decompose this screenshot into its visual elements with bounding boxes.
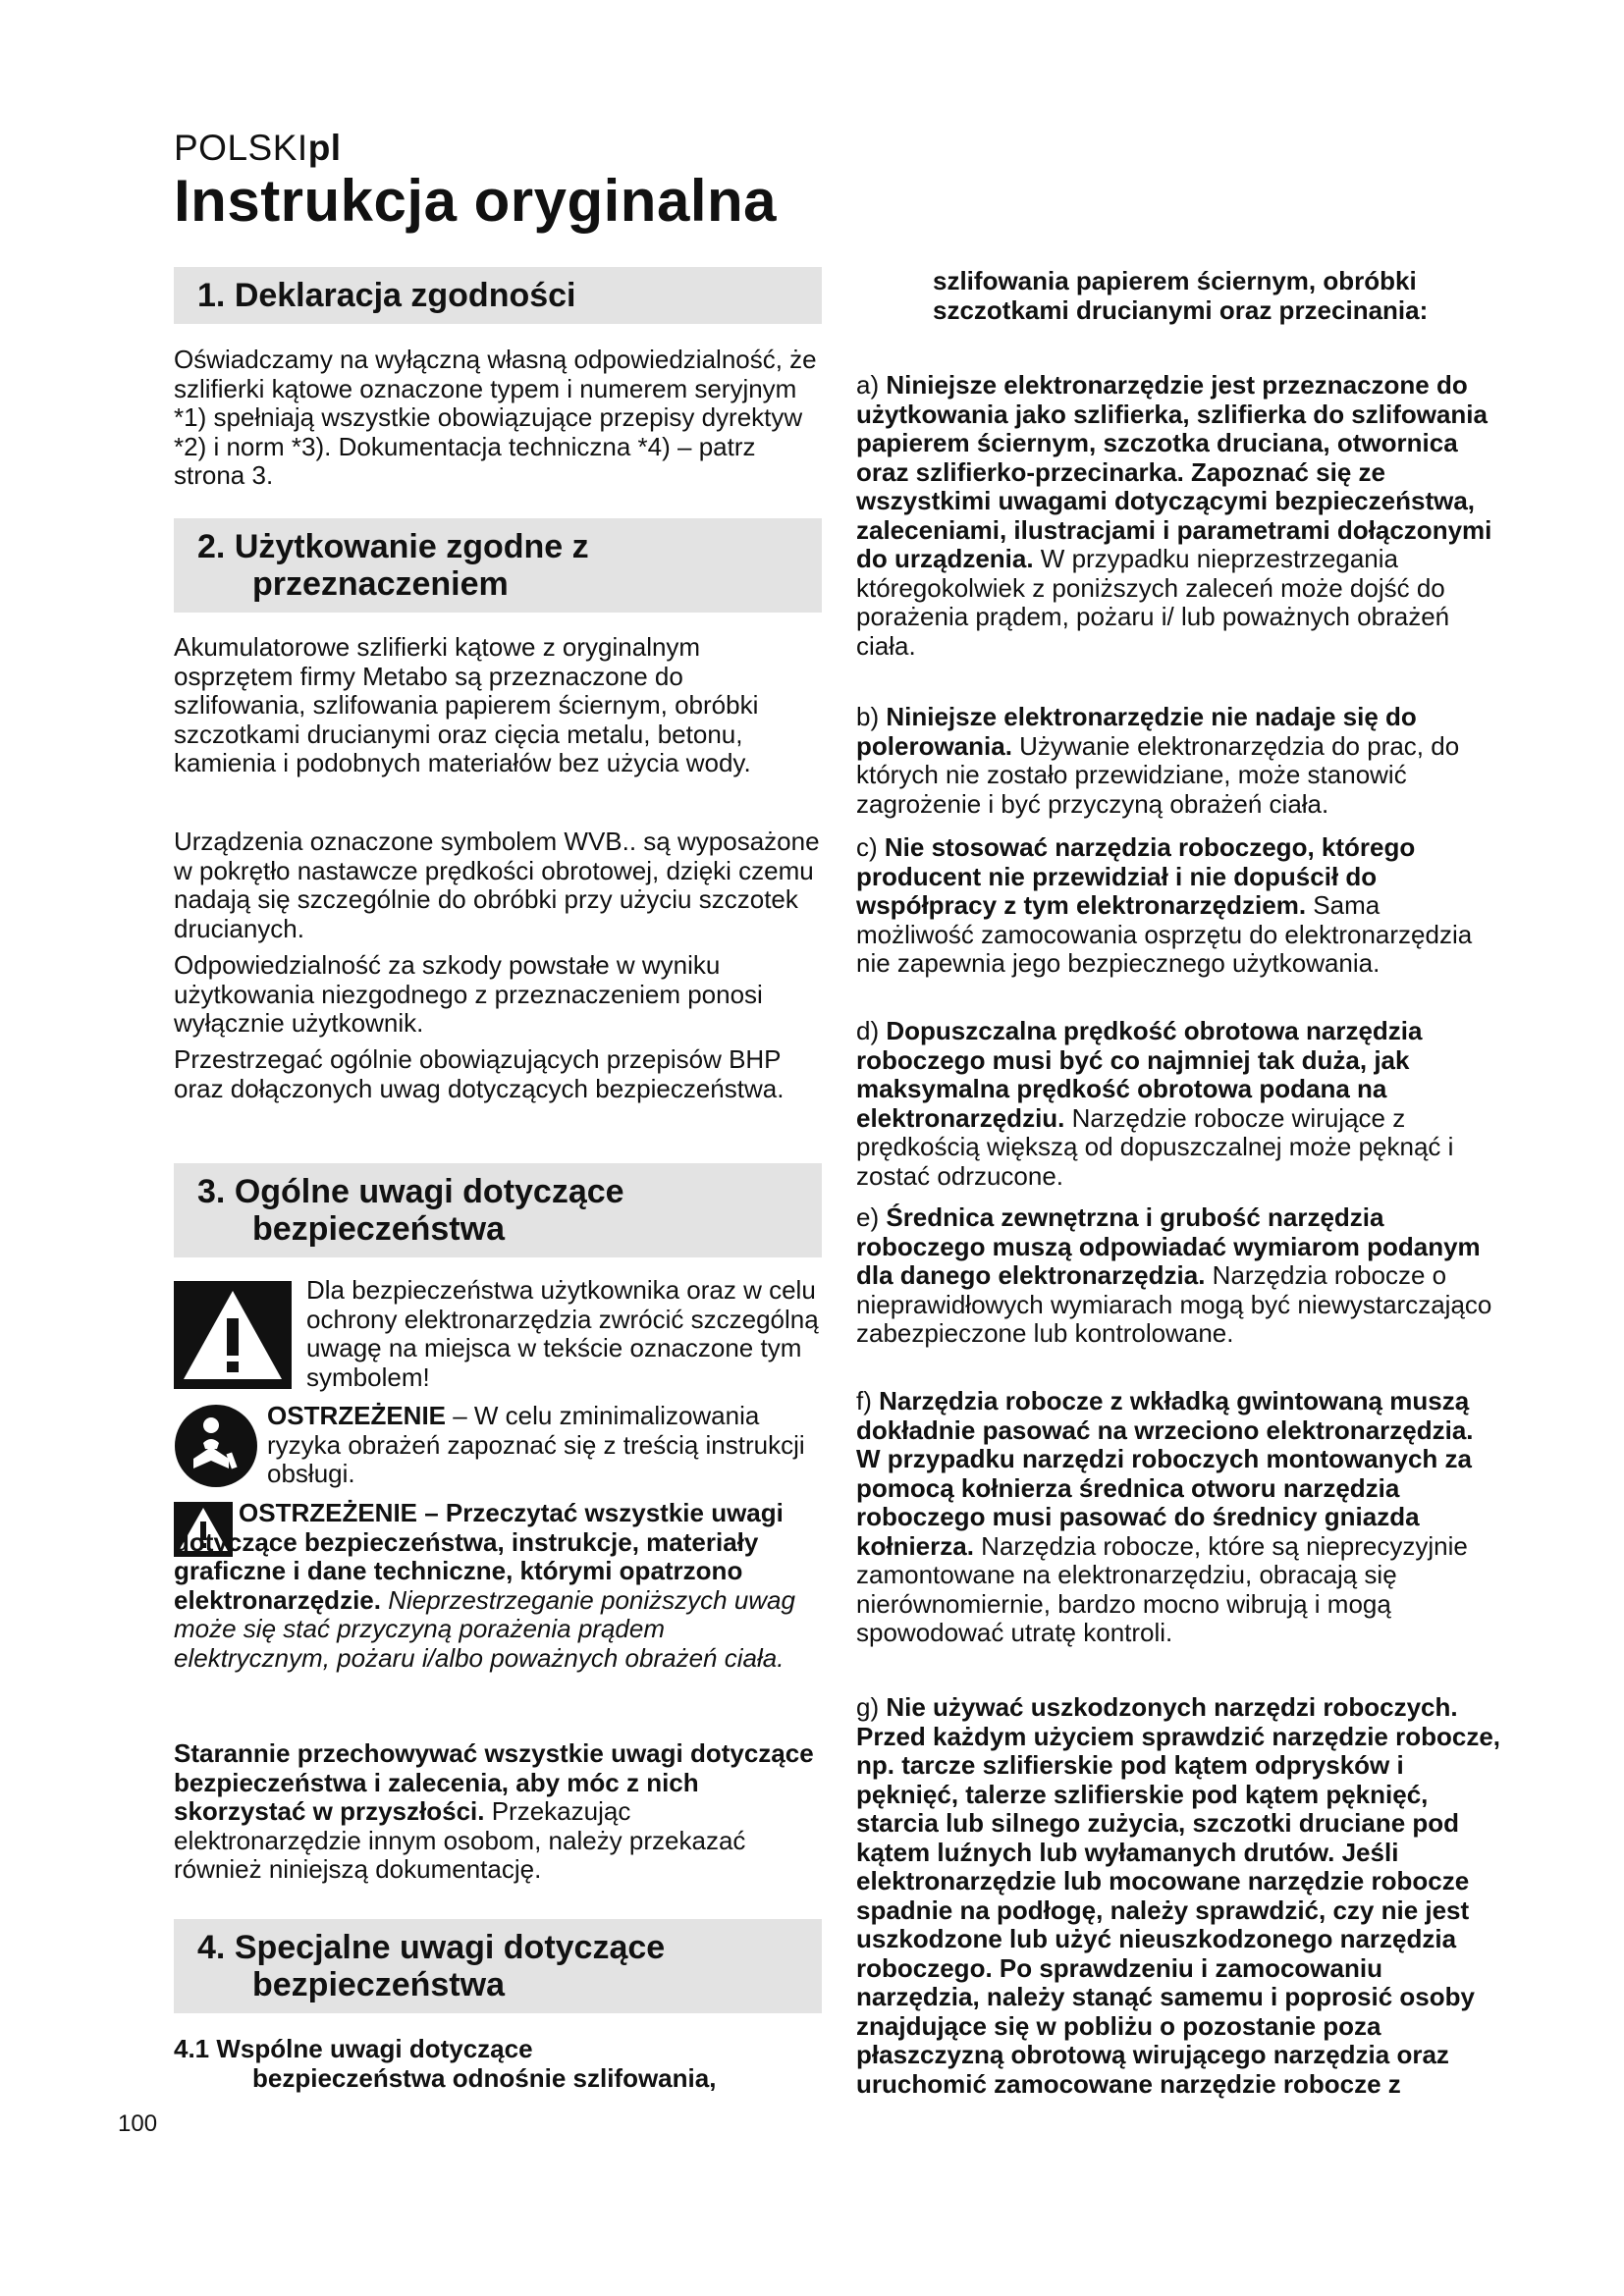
section-title-line1: Użytkowanie zgodne z	[234, 528, 589, 565]
section-4-header	[174, 1919, 822, 2013]
item-d	[856, 1017, 1504, 1191]
intended-use-p2: Urządzenia oznaczone symbolem WVB.. są wyposażone w pokrętło nastawcze prędkości obrotowej, dzięki czemu nadają się szczególnie do obróbki przy użyciu szczotek drucianych.	[174, 827, 820, 943]
item-bold: Nie używać uszkodzonych narzędzi roboczych. Przed każdym użyciem sprawdzić narzędzie robocze, np. tarcze szlifierskie pod kątem odprysków i pęknięć, talerze szlifierskie pod kątem pęknięć, starcia lub silnego zużycia, szczotki druciane pod kątem luźnych lub wyłamanych drutów. Jeśli elektronarzędzie lub mocowane narzędzie robocze spadnie na podłogę, należy sprawdzić, czy nie jest uszkodzone lub użyć nieuszkodzonego narzędzia roboczego. Po sprawdzeniu i zamocowaniu narzędzia, należy stanąć samemu i poprosić osoby znajdujące się w pobliżu o pozostanie poza płaszczyzną obrotową wirującego narzędzia oraz uruchomić zamocowane narzędzie robocze z	[856, 1692, 1501, 2099]
subsection-title-line2: bezpieczeństwa odnośnie szlifowania,	[252, 2062, 717, 2093]
item-text: Narzędzia robocze, które są nieprecyzyjnie zamontowane na elektronarzędziu, obracają się nierównomiernie, bardzo mocno wibrują i mogą spowodować utratę kontroli.	[856, 1530, 1468, 1647]
item-a	[856, 371, 1504, 661]
section-1-header	[174, 267, 822, 324]
section-number: 1.	[197, 277, 226, 314]
keep-instructions-bold: Starannie przechowywać wszystkie uwagi dotyczące bezpieczeństwa i zalecenia, aby móc z nich skorzystać w przyszłości.	[174, 1738, 814, 1826]
symbol-explanation: Dla bezpieczeństwa użytkownika oraz w celu ochrony elektronarzędzia zwrócić szczególną uwagę na miejsca w tekście oznaczone tym symbolem!	[306, 1275, 819, 1392]
section-title-line2: bezpieczeństwa	[252, 1210, 505, 1248]
section-number: 3.	[197, 1173, 226, 1210]
intended-use-p4: Przestrzegać ogólnie obowiązujących przepisów BHP oraz dołączonych uwag dotyczących bezpieczeństwa.	[174, 1044, 785, 1103]
continued-line1: szlifowania papierem ściernym, obróbki	[933, 266, 1417, 295]
item-text: Sama możliwość zamocowania osprzętu do elektronarzędzia nie zapewnia jego bezpiecznego użytkowania.	[856, 890, 1473, 978]
read-all-warning-italic: Nieprzestrzeganie poniższych uwag może się stać przyczyną porażenia prądem elektrycznym, pożaru i/albo poważnych obrażeń ciała.	[174, 1584, 795, 1673]
intended-use-p3: Odpowiedzialność za szkody powstałe w wyniku użytkowania niezgodnego z przeznaczeniem ponosi wyłącznie użytkownik.	[174, 950, 763, 1038]
section-2-header	[174, 518, 822, 613]
section-number: 4.	[197, 1929, 226, 1966]
item-e	[856, 1203, 1504, 1349]
subsection-4-1-heading	[174, 2035, 822, 2093]
item-label: e)	[856, 1202, 880, 1232]
warning-triangle-icon	[174, 1281, 292, 1389]
keep-instructions-text: Przekazując elektronarzędzie innym osobom, należy przekazać również niniejszą dokumentację.	[174, 1796, 746, 1884]
section-3-header	[174, 1163, 822, 1257]
page-title: Instrukcja oryginalna	[174, 168, 778, 234]
section-title-line2: przeznaczeniem	[252, 565, 509, 603]
warning-text: – W celu zminimalizowania ryzyka obrażeń zapoznać się z treścią instrukcji obsługi.	[267, 1401, 805, 1488]
page-number: 100	[118, 2110, 158, 2137]
item-text: Używanie elektronarzędzia do prac, do których nie zostało przewidziane, może stanowić zagrożenie i być przyczyną obrażeń ciała.	[856, 730, 1460, 819]
keep-instructions	[174, 1739, 822, 1885]
section-title: Deklaracja zgodności	[234, 277, 576, 314]
item-bold: Średnica zewnętrzna i grubość narzędzia roboczego muszą odpowiadać wymiarom podanym dla danego elektronarzędzia.	[856, 1202, 1481, 1290]
read-all-warning	[174, 1499, 822, 1673]
item-text: Narzędzie robocze wirujące z prędkością większą od dopuszczalnej może pęknąć i zostać odrzucone.	[856, 1102, 1454, 1191]
item-bold: Nie stosować narzędzia roboczego, którego producent nie przewidział i nie dopuścił do współpracy z tym elektronarzędziem.	[856, 832, 1416, 920]
intended-use-p1: Akumulatorowe szlifierki kątowe z oryginalnym osprzętem firmy Metabo są przeznaczone do szlifowania, szlifowania papierem ściernym, obróbki szczotkami drucianymi oraz cięcia metalu, betonu, kamienia i podobnych materiałów bez użycia wody.	[174, 632, 759, 777]
item-label: d)	[856, 1016, 880, 1045]
item-f	[856, 1387, 1504, 1648]
item-label: c)	[856, 832, 878, 862]
subsection-4-1-continued	[933, 267, 1512, 325]
item-bold: Narzędzia robocze z wkładką gwintowaną muszą dokładnie pasować na wrzeciono elektronarzędzia. W przypadku narzędzi roboczych montowanych za pomocą kołnierza średnica otworu narzędzia roboczego musi pasować do średnicy gniazda kołnierza.	[856, 1386, 1474, 1561]
language-label	[174, 128, 342, 169]
item-label: b)	[856, 702, 880, 731]
item-bold: Dopuszczalna prędkość obrotowa narzędzia roboczego musi być co najmniej tak duża, jak maksymalna prędkość obrotowa podana na elektronarzędziu.	[856, 1016, 1423, 1133]
section-title-line1: Specjalne uwagi dotyczące	[234, 1929, 666, 1966]
read-all-warning-bold: OSTRZEŻENIE – Przeczytać wszystkie uwagi dotyczące bezpieczeństwa, instrukcje, materiały graficzne i dane techniczne, którymi opatrzono elektronarzędzie.	[174, 1498, 784, 1615]
subsection-number: 4.1	[174, 2034, 210, 2063]
section-title-line2: bezpieczeństwa	[252, 1966, 505, 2003]
warning-label: OSTRZEŻENIE	[267, 1401, 447, 1430]
item-g	[856, 1693, 1504, 2099]
item-label: a)	[856, 370, 880, 400]
item-b	[856, 703, 1504, 819]
language-upper: POLSKI	[174, 128, 308, 168]
item-bold: Niniejsze elektronarzędzie jest przeznaczone do użytkowania jako szlifierka, szlifierka do szlifowania papierem ściernym, szczotka druciana, otwornica oraz szlifierko-przecinarka. Zapoznać się ze wszystkimi uwagami dotyczącymi bezpieczeństwa, zaleceniami, ilustracjami i parametrami dołączonymi do urządzenia.	[856, 370, 1492, 573]
item-text: Narzędzia robocze o nieprawidłowych wymiarach mogą być niewystarczająco zabezpieczone lub kontrolowane.	[856, 1260, 1492, 1348]
read-manual-icon	[174, 1404, 258, 1488]
section-number: 2.	[197, 528, 226, 565]
item-label: g)	[856, 1692, 880, 1722]
item-text: W przypadku nieprzestrzegania któregokolwiek z poniższych zaleceń może dojść do porażenia prądem, pożaru i/ lub poważnych obrażeń ciała.	[856, 544, 1450, 661]
continued-line2: szczotkami drucianymi oraz przecinania:	[933, 294, 1429, 325]
section-title-line1: Ogólne uwagi dotyczące	[234, 1173, 624, 1210]
subsection-title-line1: Wspólne uwagi dotyczące	[216, 2034, 533, 2063]
item-bold: Niniejsze elektronarzędzie nie nadaje się do polerowania.	[856, 702, 1417, 761]
language-code: pl	[307, 128, 342, 168]
item-c	[856, 833, 1504, 979]
read-manual-warning	[267, 1402, 825, 1489]
declaration-text: Oświadczamy na wyłączną własną odpowiedzialność, że szlifierki kątowe oznaczone typem i numerem seryjnym *1) spełniają wszystkie obowiązujące przepisy dyrektyw *2) i norm *3). Dokumentacja techniczna *4) – patrz strona 3.	[174, 345, 817, 490]
item-label: f)	[856, 1386, 872, 1415]
